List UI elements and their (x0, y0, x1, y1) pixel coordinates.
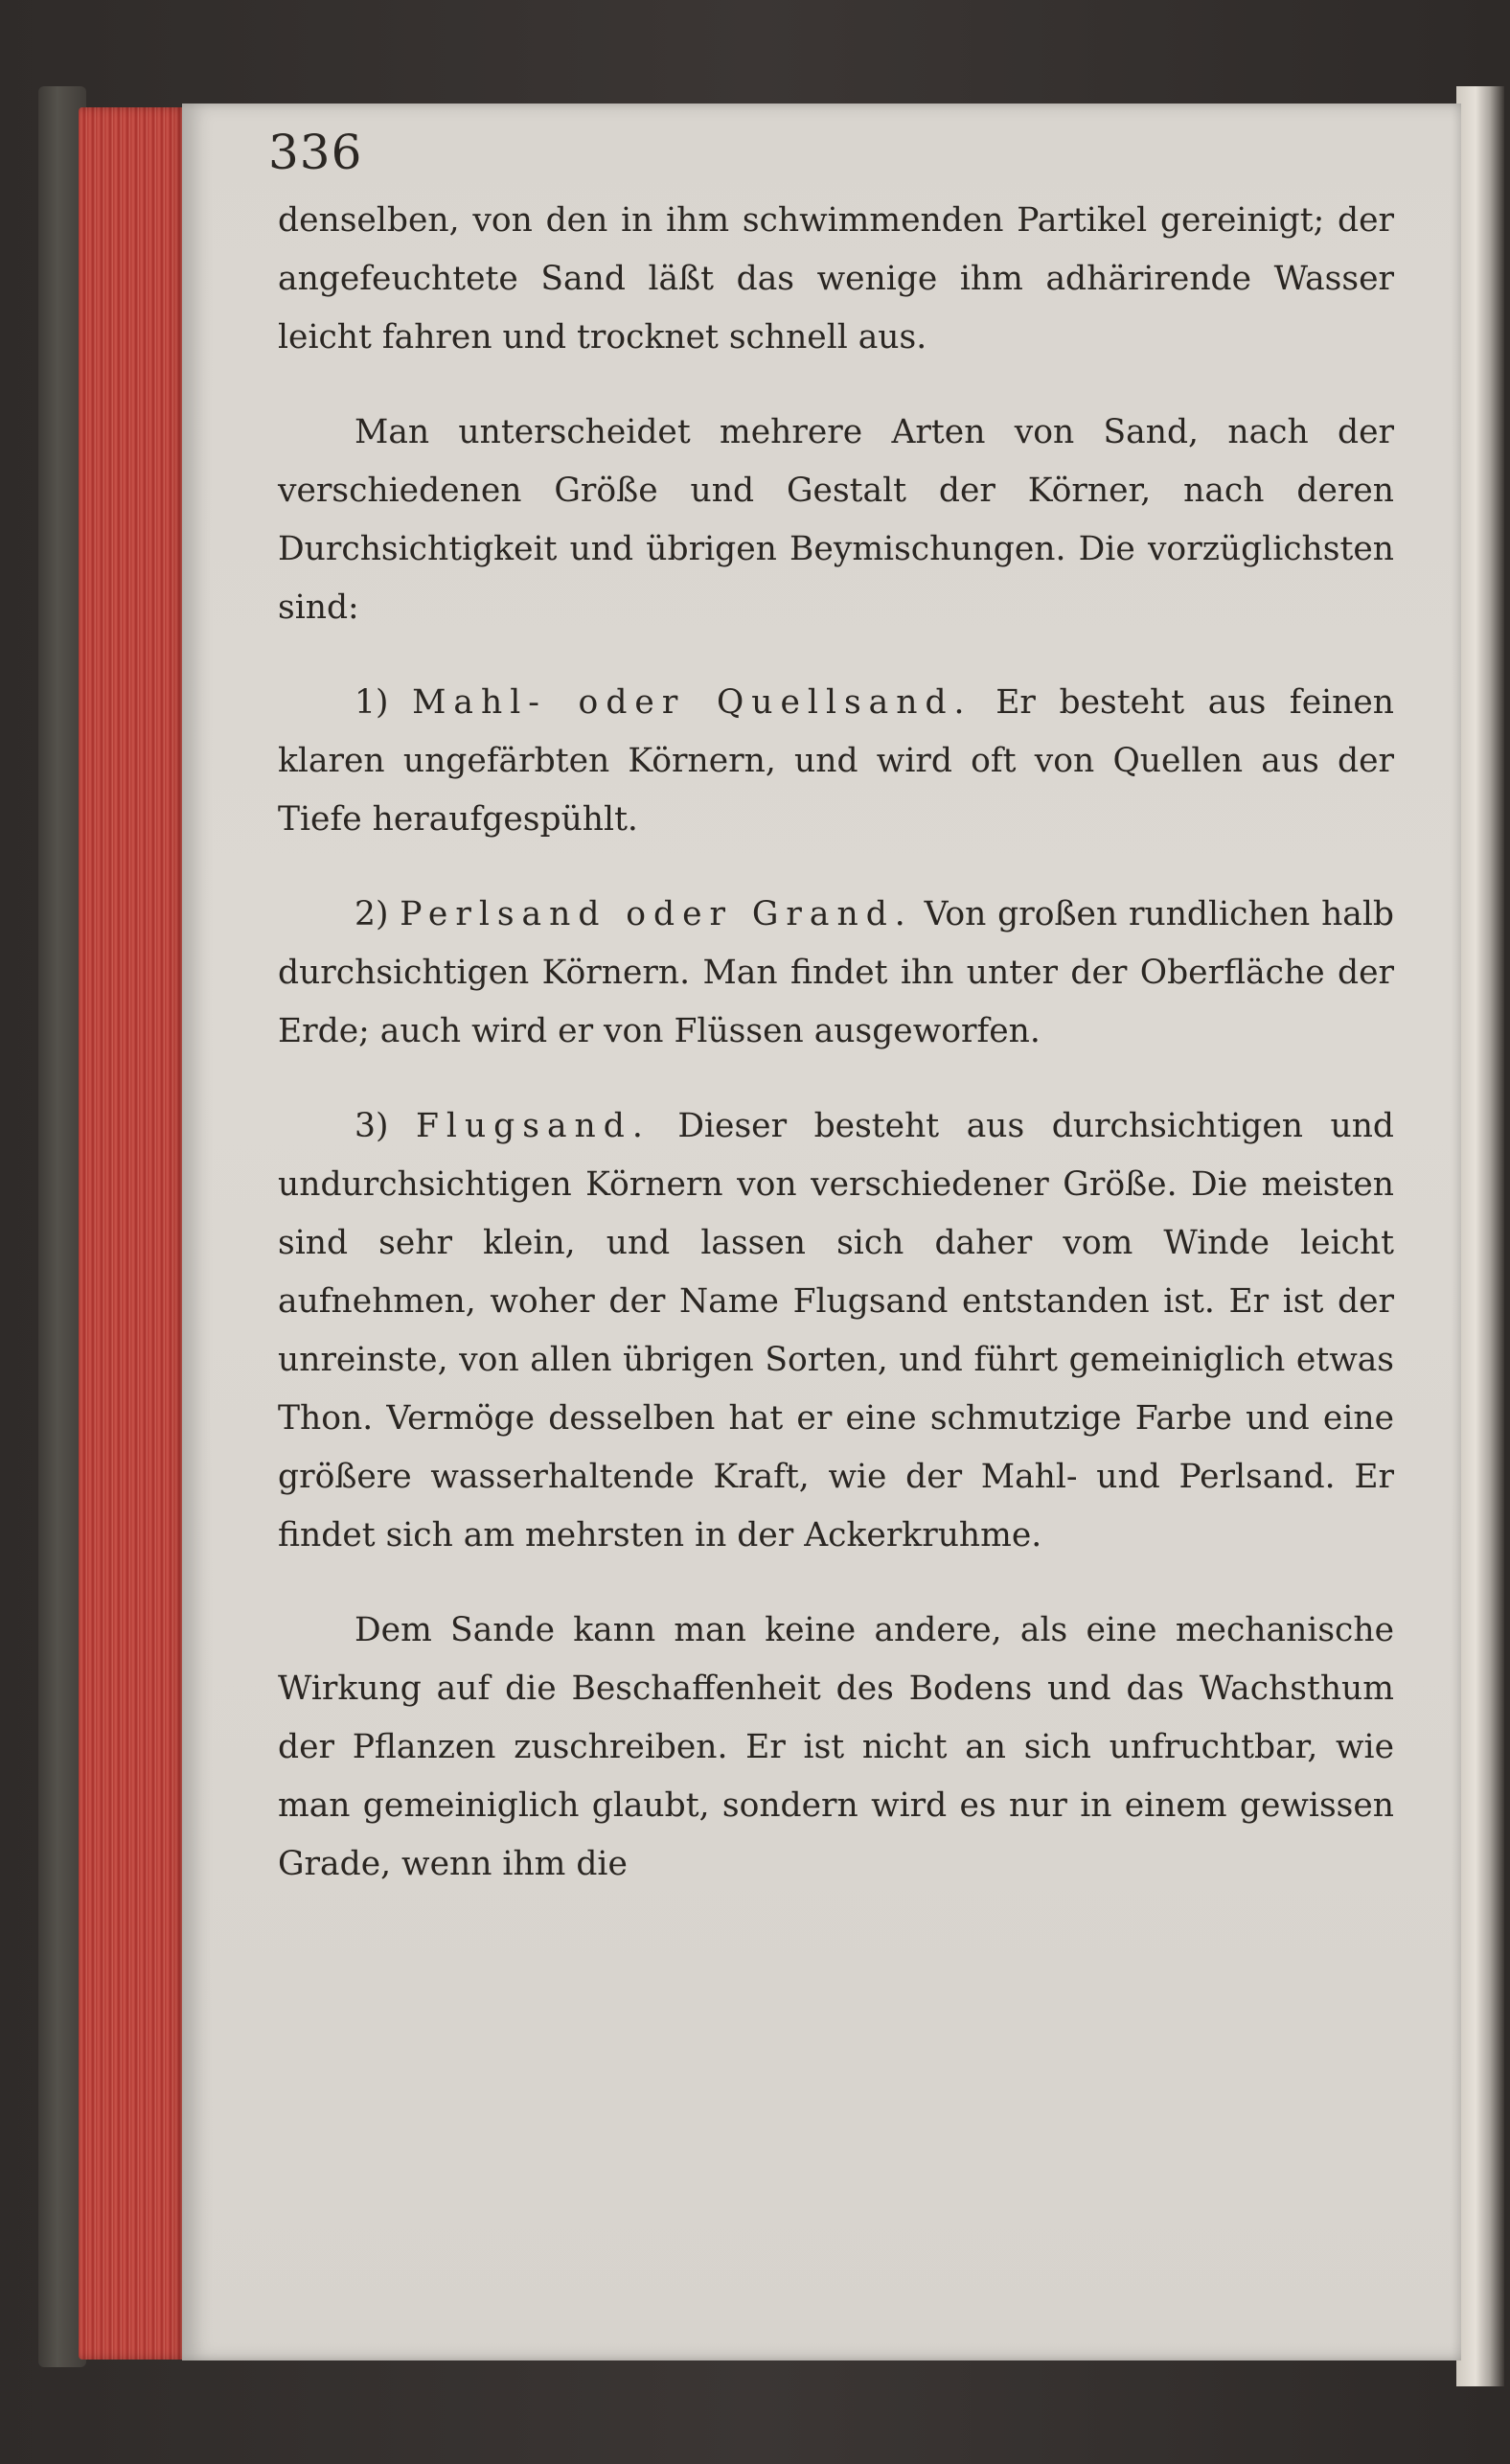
paragraph-sand-effect: Dem Sande kann man keine andere, als eine mechanische Wirkung auf die Beschaffenheit des Bodens und das Wachsthum der Pflanzen zuschreiben. Er ist nicht an sich unfruchtbar, wie man gemeiniglich glaubt, sondern wird es nur in einem gewissen Grade, wenn ihm die (278, 1611, 1394, 1883)
list-item-mahlsand (278, 674, 1394, 849)
paragraph-continued: denselben, von den in ihm schwimmenden Partikel gereinigt; der angefeuchtete Sand läßt das wenige ihm adhärirende Wasser leicht fahren und trocknet schnell aus. (278, 201, 1394, 357)
list-marker: 1) (355, 683, 389, 722)
list-item-flugsand (278, 1097, 1394, 1565)
term-heading: Flugsand. (415, 1107, 651, 1145)
list-item-perlsand (278, 886, 1394, 1061)
list-marker: 2) (355, 895, 389, 933)
term-heading: Perlsand oder Grand. (400, 895, 913, 933)
list-item-text: Von großen rundlichen halb durchsichtigen Körnern. Man findet ihn unter der Oberfläche der Erde; auch wird er von Flüssen ausgeworfen. (278, 895, 1394, 1050)
body-text (278, 192, 1394, 1894)
page-number: 336 (268, 125, 363, 180)
page-block-edge (79, 107, 186, 2360)
list-marker: 3) (355, 1107, 389, 1145)
term-heading: Mahl- oder Quellsand. (412, 683, 972, 722)
list-item-text: Er besteht aus feinen klaren ungefärbten Körnern, und wird oft von Quellen aus der Tiefe heraufgespühlt. (278, 683, 1395, 839)
paragraph-sand-types: Man unterscheidet mehrere Arten von Sand, nach der verschiedenen Größe und Gestalt der Körner, nach deren Durchsichtigkeit und übrigen Beymischungen. Die vorzüglichsten sind: (278, 413, 1394, 627)
right-page-edge (1456, 86, 1504, 2386)
list-item-text: Dieser besteht aus durchsichtigen und undurchsichtigen Körnern von verschiedener Größe. Die meisten sind sehr klein, und lassen sich daher vom Winde leicht aufnehmen, woher der Name Flugsand entstanden ist. Er ist der unreinste, von allen übrigen Sorten, und führt gemeiniglich etwas Thon. Vermöge desselben hat er eine schmutzige Farbe und eine größere wasserhaltende Kraft, wie der Mahl- und Perlsand. Er findet sich am mehrsten in der Ackerkruhme. (278, 1107, 1395, 1554)
